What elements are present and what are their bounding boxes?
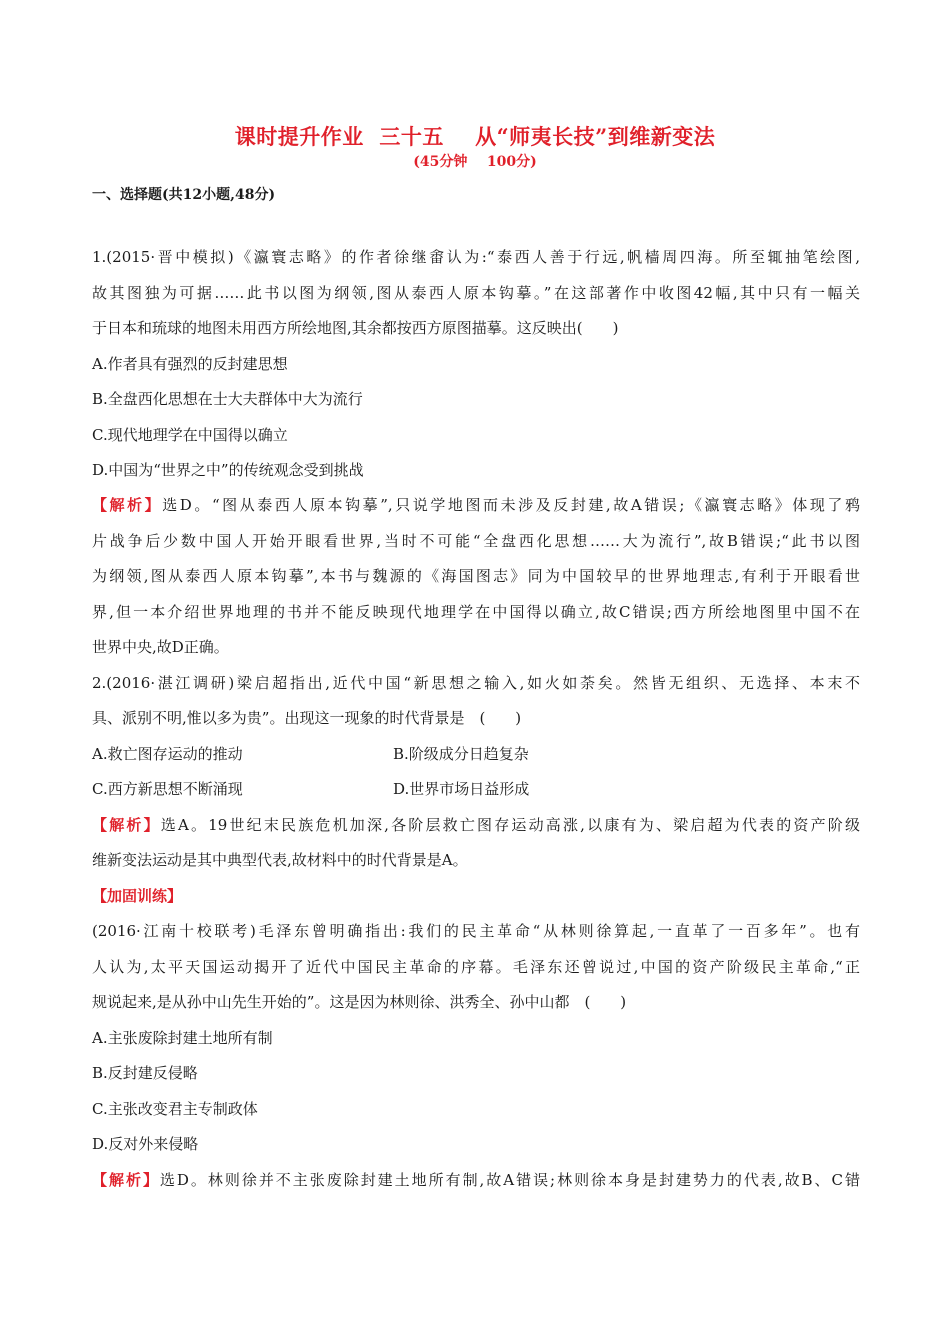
q1-stem-line: 1.(2015·晋中模拟)《瀛寰志略》的作者徐继畬认为:“泰西人善于行远,帆樯周四海。所至辄抽笔绘图, xyxy=(92,248,860,266)
q1-option-c: C.现代地理学在中国得以确立 xyxy=(92,426,288,444)
q2-option-b: B.阶级成分日趋复杂 xyxy=(393,745,529,763)
analysis-text: 选A。19世纪末民族危机加深,各阶层救亡图存运动高涨,以康有为、梁启超为代表的资产阶级 xyxy=(160,816,860,834)
q1-analysis-line xyxy=(92,495,860,515)
q2-option-d: D.世界市场日益形成 xyxy=(393,780,530,798)
reinforce-option-b: B.反封建反侵略 xyxy=(92,1064,198,1082)
section-heading: 一、选择题(共12小题,48分) xyxy=(92,187,276,203)
q2-option-a: A.救亡图存运动的推动 xyxy=(92,745,243,763)
analysis-text: 选D。林则徐并不主张废除封建土地所有制,故A错误;林则徐本身是封建势力的代表,故B、C错 xyxy=(159,1171,860,1189)
analysis-tag: 【解析】 xyxy=(92,816,161,834)
q2-stem-line: 2.(2016·湛江调研)梁启超指出,近代中国“新思想之输入,如火如荼矣。然皆无组织、无选择、本末不 xyxy=(92,674,860,692)
reinforce-option-d: D.反对外来侵略 xyxy=(92,1135,199,1153)
q1-analysis-line: 世界中央,故D正确。 xyxy=(92,638,229,656)
q2-stem-line: 具、派别不明,惟以多为贵”。出现这一现象的时代背景是 ( ) xyxy=(92,709,522,727)
q1-option-a: A.作者具有强烈的反封建思想 xyxy=(92,355,288,373)
reinforce-stem-line: 人认为,太平天国运动揭开了近代中国民主革命的序幕。毛泽东还曾说过,中国的资产阶级民主革命,“正 xyxy=(92,958,860,976)
analysis-tag: 【解析】 xyxy=(92,496,163,514)
q2-analysis-line: 维新变法运动是其中典型代表,故材料中的时代背景是A。 xyxy=(92,851,468,869)
reinforce-stem-line: (2016·江南十校联考)毛泽东曾明确指出:我们的民主革命“从林则徐算起,一直革了一百多年”。也有 xyxy=(92,922,860,940)
page-subtitle: (45分钟 100分) xyxy=(413,154,537,170)
q1-option-d: D.中国为“世界之中”的传统观念受到挑战 xyxy=(92,461,364,479)
reinforce-analysis-line xyxy=(92,1170,860,1190)
q2-option-c: C.西方新思想不断涌现 xyxy=(92,780,243,798)
reinforce-tag: 【加固训练】 xyxy=(92,887,183,905)
q1-analysis-line: 片战争后少数中国人开始开眼看世界,当时不可能“全盘西化思想……大为流行”,故B错误;“此书以图 xyxy=(92,532,860,550)
q1-analysis-line: 为纲领,图从泰西人原本钩摹”,本书与魏源的《海国图志》同为中国较早的世界地理志,有利于开眼看世 xyxy=(92,567,860,585)
q1-option-b: B.全盘西化思想在士大夫群体中大为流行 xyxy=(92,390,363,408)
q1-analysis-line: 界,但一本介绍世界地理的书并不能反映现代地理学在中国得以确立,故C错误;西方所绘地图里中国不在 xyxy=(92,603,860,621)
reinforce-stem-line: 规说起来,是从孙中山先生开始的”。这是因为林则徐、洪秀全、孙中山都 ( ) xyxy=(92,993,627,1011)
reinforce-option-c: C.主张改变君主专制政体 xyxy=(92,1100,258,1118)
q2-analysis-line xyxy=(92,815,860,835)
reinforce-option-a: A.主张废除封建土地所有制 xyxy=(92,1029,273,1047)
q1-stem-line: 故其图独为可据……此书以图为纲领,图从泰西人原本钩摹。”在这部著作中收图42幅,其中只有一幅关 xyxy=(92,284,860,302)
analysis-text: 选D。“图从泰西人原本钩摹”,只说学地图而未涉及反封建,故A错误;《瀛寰志略》体现了鸦 xyxy=(162,496,860,514)
q1-stem-line: 于日本和琉球的地图未用西方所绘地图,其余都按西方原图描摹。这反映出( ) xyxy=(92,319,619,337)
analysis-tag: 【解析】 xyxy=(92,1171,160,1189)
page-title: 课时提升作业 三十五 从“师夷长技”到维新变法 xyxy=(234,124,716,149)
